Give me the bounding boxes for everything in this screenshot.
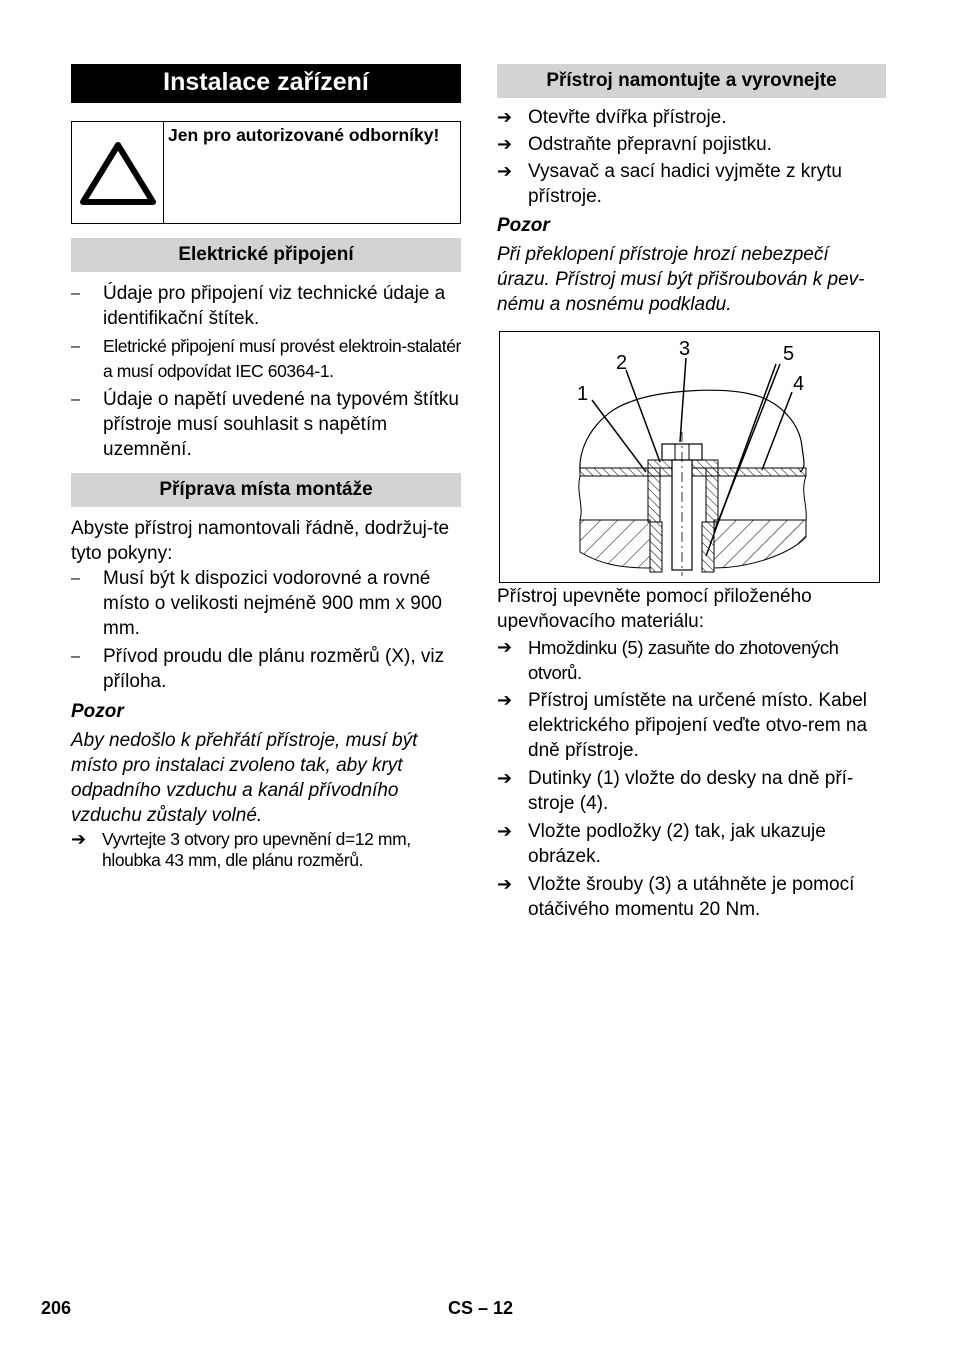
arrow-icon: ➔ bbox=[497, 768, 513, 788]
step-item: ➔ Otevřte dvířka přístroje. bbox=[497, 107, 727, 128]
figure-label-4: 4 bbox=[793, 373, 805, 395]
prep-list bbox=[71, 566, 461, 694]
arrow-icon: ➔ bbox=[497, 107, 513, 127]
right-column bbox=[497, 64, 886, 922]
step-item: ➔ Vyvrtejte 3 otvory pro upevnění d=12 mm, hloubka 43 mm, dle plánu rozměrů. bbox=[71, 829, 411, 870]
caution-title: Pozor bbox=[71, 701, 124, 722]
mount-steps bbox=[497, 105, 886, 209]
figure-label-1: 1 bbox=[577, 383, 589, 405]
section-heading-mount: Přístroj namontujte a vyrovnejte bbox=[497, 64, 886, 98]
figure-label-5: 5 bbox=[783, 343, 795, 365]
step-item: ➔ Vložte podložky (2) tak, jak ukazuje obrázek. bbox=[497, 821, 826, 867]
step-item: ➔ Přístroj umístěte na určené místo. Kabel elektrického připojení veďte otvo-rem na dně přístroje. bbox=[497, 690, 868, 761]
warning-icon-cell bbox=[72, 122, 164, 223]
caution-text: Aby nedošlo k přehřátí přístroje, musí být místo pro instalaci zvoleno tak, aby kryt odpadního vzduchu a kanál přívodního vzduchu zůstaly volné. bbox=[71, 730, 418, 826]
caution-title: Pozor bbox=[497, 215, 550, 236]
list-item: – Údaje o napětí uvedené na typovém štítku přístroje musí souhlasit s napětím uzemnění. bbox=[71, 389, 459, 460]
list-item: – Přívod proudu dle plánu rozměrů (X), viz příloha. bbox=[71, 646, 445, 692]
prep-intro: Abyste přístroj namontovali řádně, dodržuj-te tyto pokyny: bbox=[71, 518, 450, 564]
arrow-icon: ➔ bbox=[497, 161, 513, 181]
list-item: – Musí být k dispozici vodorovné a rovné místo o velikosti nejméně 900 mm x 900 mm. bbox=[71, 568, 442, 639]
page-title: Instalace zařízení bbox=[71, 64, 461, 103]
after-figure-text: Přístroj upevněte pomocí přiloženého upevňovacího materiálu: bbox=[497, 586, 812, 632]
warning-box bbox=[71, 121, 461, 224]
arrow-icon: ➔ bbox=[497, 637, 513, 657]
step-item: ➔ Vysavač a sací hadici vyjměte z krytu přístroje. bbox=[497, 161, 842, 207]
step-item: ➔ Hmoždinku (5) zasuňte do zhotovených otvorů. bbox=[497, 637, 839, 683]
section-heading-prep: Příprava místa montáže bbox=[71, 473, 461, 507]
list-item: – Eletrické připojení musí provést elektroin-stalatér a musí odpovídat IEC 60364-1. bbox=[71, 336, 461, 381]
page-number: 206 bbox=[41, 1298, 72, 1318]
arrow-icon: ➔ bbox=[497, 134, 513, 154]
step-item: ➔ Vložte šrouby (3) a utáhněte je pomocí otáčivého momentu 20 Nm. bbox=[497, 874, 855, 920]
step-item: ➔ Dutinky (1) vložte do desky na dně pří-stroje (4). bbox=[497, 768, 854, 814]
language-page-label: CS – 12 bbox=[448, 1298, 514, 1318]
mounting-figure bbox=[499, 331, 880, 583]
figure-label-3: 3 bbox=[679, 338, 691, 360]
arrow-icon: ➔ bbox=[497, 821, 513, 841]
arrow-icon: ➔ bbox=[497, 874, 513, 894]
mounting-diagram bbox=[500, 332, 879, 582]
figure-label-2: 2 bbox=[616, 352, 628, 374]
electrical-list bbox=[71, 281, 461, 462]
left-column bbox=[71, 64, 461, 871]
warning-text: Jen pro autorizované odborníky! bbox=[168, 125, 440, 145]
list-item: – Údaje pro připojení viz technické údaje a identifikační štítek. bbox=[71, 283, 446, 329]
section-heading-electrical: Elektrické připojení bbox=[71, 238, 461, 272]
caution-text: Při překlopení přístroje hrozí nebezpečí úrazu. Přístroj musí být přišroubován k pev-nému a nosnému podkladu. bbox=[497, 244, 865, 315]
mount-steps-2 bbox=[497, 635, 886, 922]
step-item: ➔ Odstraňte přepravní pojistku. bbox=[497, 134, 772, 155]
arrow-icon: ➔ bbox=[71, 829, 87, 849]
warning-triangle-icon bbox=[79, 140, 157, 206]
arrow-icon: ➔ bbox=[497, 690, 513, 710]
